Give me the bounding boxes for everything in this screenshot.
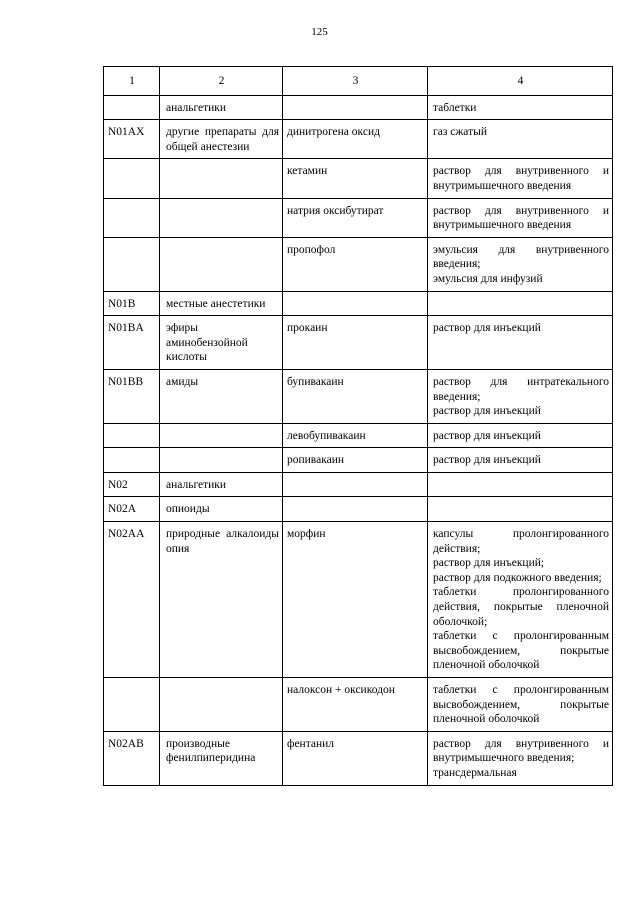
- drug-name-cell: динитрогена оксид: [283, 120, 428, 159]
- anatomical-group-cell: эфиры аминобензойной кислоты: [160, 316, 283, 370]
- drug-name-cell: натрия оксибутират: [283, 198, 428, 237]
- dosage-forms-cell: [428, 159, 613, 198]
- dosage-form-line: капсулы пролонгированного действия;: [433, 528, 609, 555]
- drug-name-cell: [283, 472, 428, 497]
- dosage-forms-cell: [428, 237, 613, 291]
- drug-name-cell: бупивакаин: [283, 369, 428, 423]
- atc-code-cell: [104, 678, 160, 732]
- dosage-forms-cell: [428, 423, 613, 448]
- table-header-row: [104, 67, 613, 96]
- dosage-form-line: таблетки с пролонгированным высвобождением, покрытые пленочной оболочкой: [433, 630, 609, 672]
- drug-name-cell: левобупивакаин: [283, 423, 428, 448]
- dosage-form-line: раствор для интратекального введения;: [433, 375, 609, 403]
- dosage-form-line: раствор для инъекций: [433, 405, 541, 418]
- atc-code-cell: [104, 95, 160, 120]
- table-row: [104, 291, 613, 316]
- drug-name-cell: кетамин: [283, 159, 428, 198]
- table-row: [104, 120, 613, 159]
- atc-code-cell: [104, 237, 160, 291]
- atc-code-cell: N02: [104, 472, 160, 497]
- drug-table-body: [104, 67, 613, 786]
- atc-code-cell: [104, 159, 160, 198]
- anatomical-group-cell: производные фенилпиперидина: [160, 731, 283, 785]
- table-row: [104, 316, 613, 370]
- dosage-forms-cell: [428, 497, 613, 522]
- dosage-forms-cell: [428, 198, 613, 237]
- atc-code-cell: N01BB: [104, 369, 160, 423]
- dosage-forms-cell: [428, 678, 613, 732]
- drug-name-cell: фентанил: [283, 731, 428, 785]
- atc-code-cell: N02AB: [104, 731, 160, 785]
- dosage-forms-cell: [428, 291, 613, 316]
- dosage-forms-cell: [428, 472, 613, 497]
- anatomical-group-cell: амиды: [160, 369, 283, 423]
- dosage-form-line: раствор для инъекций: [433, 322, 541, 335]
- dosage-forms-cell: [428, 316, 613, 370]
- drug-name-cell: морфин: [283, 522, 428, 678]
- table-row: [104, 678, 613, 732]
- anatomical-group-cell: [160, 159, 283, 198]
- dosage-form-line: раствор для внутривенного и внутримышечного введения: [433, 204, 609, 232]
- dosage-form-line: таблетки пролонгированного действия, покрытые пленочной оболочкой;: [433, 586, 609, 628]
- anatomical-group-cell: [160, 448, 283, 473]
- drug-name-cell: [283, 95, 428, 120]
- drug-name-cell: [283, 291, 428, 316]
- dosage-forms-cell: [428, 95, 613, 120]
- atc-code-cell: [104, 448, 160, 473]
- atc-code-cell: [104, 198, 160, 237]
- dosage-forms-cell: [428, 448, 613, 473]
- dosage-form-line: раствор для инъекций;: [433, 557, 545, 570]
- table-row: [104, 472, 613, 497]
- dosage-form-line: эмульсия для внутривенного введения;: [433, 243, 609, 271]
- dosage-forms-cell: [428, 120, 613, 159]
- dosage-form-line: трансдермальная: [433, 766, 517, 779]
- header-cell-group: 2: [160, 67, 283, 96]
- table-row: [104, 198, 613, 237]
- atc-code-cell: N01BA: [104, 316, 160, 370]
- drug-name-cell: [283, 497, 428, 522]
- table-row: [104, 237, 613, 291]
- drug-name-cell: прокаин: [283, 316, 428, 370]
- dosage-forms-cell: [428, 731, 613, 785]
- table-row: [104, 731, 613, 785]
- table-row: [104, 95, 613, 120]
- dosage-form-line: таблетки с пролонгированным высвобождением, покрытые пленочной оболочкой: [433, 684, 609, 726]
- table-row: [104, 159, 613, 198]
- table-row: [104, 423, 613, 448]
- table-row: [104, 448, 613, 473]
- anatomical-group-cell: [160, 198, 283, 237]
- page-number: 125: [311, 26, 328, 38]
- dosage-form-line: раствор для внутривенного и внутримышечного введения: [433, 165, 609, 192]
- anatomical-group-cell: [160, 423, 283, 448]
- atc-code-cell: [104, 423, 160, 448]
- anatomical-group-cell: опиоиды: [160, 497, 283, 522]
- dosage-form-line: раствор для инъекций: [433, 429, 541, 442]
- atc-code-cell: N02AA: [104, 522, 160, 678]
- anatomical-group-cell: анальгетики: [160, 472, 283, 497]
- header-cell-forms: 4: [428, 67, 613, 96]
- drug-name-cell: налоксон + оксикодон: [283, 678, 428, 732]
- dosage-form-line: раствор для инъекций: [433, 454, 541, 467]
- table-row: [104, 522, 613, 678]
- dosage-forms-cell: [428, 522, 613, 678]
- atc-code-cell: N01B: [104, 291, 160, 316]
- header-cell-code: 1: [104, 67, 160, 96]
- atc-code-cell: N02A: [104, 497, 160, 522]
- anatomical-group-cell: анальгетики: [160, 95, 283, 120]
- header-cell-drug: 3: [283, 67, 428, 96]
- dosage-form-line: эмульсия для инфузий: [433, 272, 543, 285]
- anatomical-group-cell: местные анестетики: [160, 291, 283, 316]
- dosage-form-line: таблетки: [433, 101, 477, 114]
- table-row: [104, 369, 613, 423]
- anatomical-group-cell: [160, 237, 283, 291]
- table-row: [104, 497, 613, 522]
- atc-code-cell: N01AX: [104, 120, 160, 159]
- dosage-form-line: раствор для внутривенного и внутримышечного введения;: [433, 737, 609, 765]
- dosage-form-line: газ сжатый: [433, 126, 488, 139]
- drug-name-cell: пропофол: [283, 237, 428, 291]
- drug-name-cell: ропивакаин: [283, 448, 428, 473]
- dosage-forms-cell: [428, 369, 613, 423]
- anatomical-group-cell: другие препараты для общей анестезии: [160, 120, 283, 159]
- anatomical-group-cell: [160, 678, 283, 732]
- anatomical-group-cell: природные алкалоиды опия: [160, 522, 283, 678]
- drug-table: [103, 66, 613, 786]
- dosage-form-line: раствор для подкожного введения;: [433, 571, 602, 584]
